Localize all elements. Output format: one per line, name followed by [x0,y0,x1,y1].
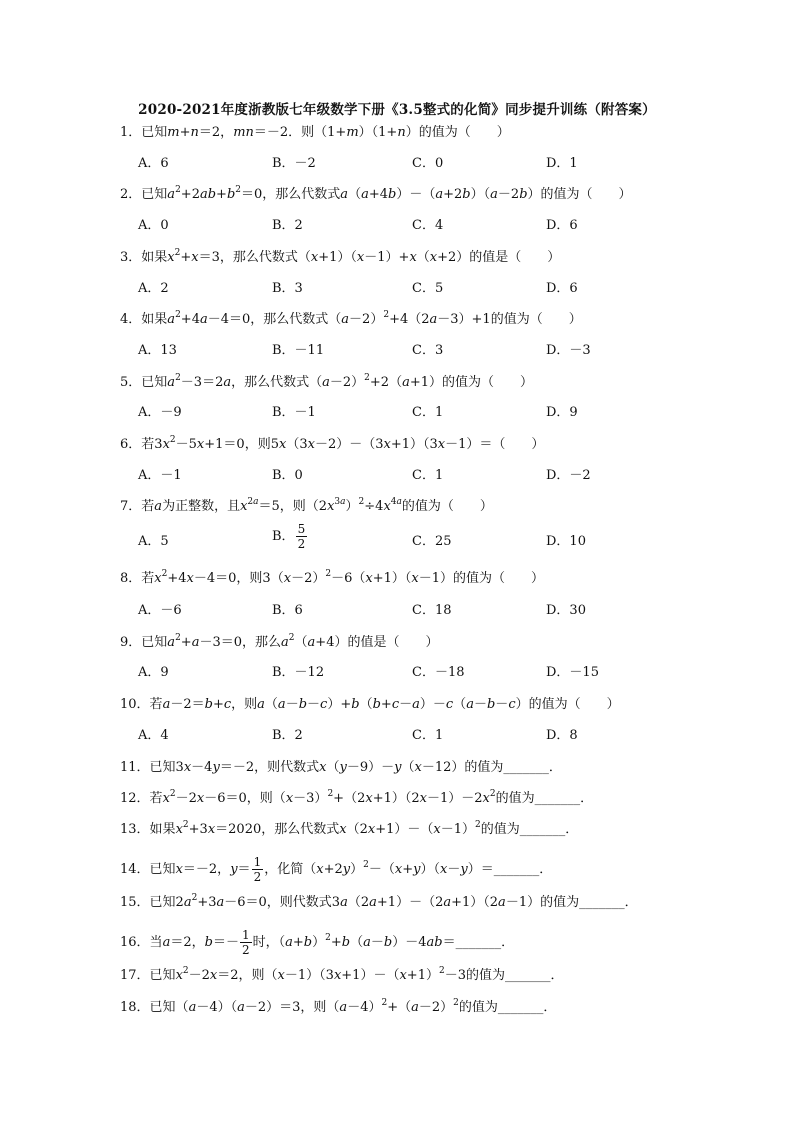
question-16: 16．当a＝2，b＝－ $\frac{1}{2}$ 时，$(a+b)^2+b(a-b)-4ab=\_\_\_\_\_\_\_$． [120,928,515,957]
option-b: B．－11 [272,343,325,358]
option-c: C．5 [412,281,444,296]
question-7-options [0,522,794,552]
option-a: A．9 [138,665,169,680]
question-9: 9．已知$a^2+a-3=0$，那么$a^2(a+4)$的值是（ ） [120,633,439,650]
option-a: A．4 [138,728,169,743]
option-d: D．8 [546,728,578,743]
question-3: 3．如果$x^2+x=3$，那么代数式（x+1）（x－1）+x（x+2）的值是（ ） [120,248,561,265]
option-a: A．2 [138,281,169,296]
question-1: 1．已知m+n＝2，mn＝－2．则（1+m）（1+n）的值为（ ） [120,125,510,140]
question-17: 17．已知$x^2-2x=2$，则$(x-1)(3x+1)-(x+1)^2-3$的值为_______． [120,966,564,983]
option-b: B．－2 [272,156,316,171]
option-c: C．4 [412,218,444,233]
option-d: D．－3 [546,343,591,358]
question-5: 5．已知$a^2-3=2a$，那么代数式$(a-2)^2+2(a+1)$的值为（ ） [120,373,534,390]
question-8: 8．若$x^2+4x-4=0$，则$3(x-2)^2-6(x+1)(x-1)$的值为（ ） [120,569,544,586]
question-10: 10．若a－2＝b+c，则a（a－b－c）+b（b+c－a）－c（a－b－c）的值为（ ） [120,697,620,712]
question-10-options [0,726,794,746]
fraction-one-half: $\frac{1}{2}$ [253,855,262,884]
option-a: A．6 [138,156,169,171]
option-d: D．30 [546,603,586,618]
question-14: 14．已知x＝－2，y＝ $\frac{1}{2}$ ，化简$(x+2y)^2-(x+y)(x-y)=\_\_\_\_\_\_\_$． [120,855,553,884]
option-b: B．－12 [272,665,325,680]
option-b: B．0 [272,468,303,483]
question-12: 12．若$x^2-2x-6=0$，则$(x-3)^2+(2x+1)(2x-1)-2x^2$的值为_______． [120,789,594,806]
option-c: C．0 [412,156,444,171]
question-6-options [0,466,794,486]
option-d: D．9 [546,405,578,420]
option-d: D．1 [546,156,578,171]
question-5-options [0,403,794,423]
fraction-five-halves: $\frac{5}{2}$ [297,522,306,551]
question-2-options [0,216,794,236]
question-11: 11．已知3x－4y＝－2，则代数式x（y－9）－y（x－12）的值为_______． [120,760,562,775]
option-b: B．6 [272,603,303,618]
option-a: A．13 [138,343,177,358]
option-d: D．6 [546,281,578,296]
page-title: 2020-2021年度浙教版七年级数学下册《3.5整式的化简》同步提升训练（附答案） [138,102,656,118]
option-d: D．10 [546,534,586,549]
option-b: B．2 [272,218,303,233]
option-a: A．0 [138,218,169,233]
option-a: A．5 [138,534,169,549]
question-4-options [0,341,794,361]
fraction-one-half: $\frac{1}{2}$ [241,928,250,957]
option-a: A．－1 [138,468,182,483]
option-a: A．－9 [138,405,182,420]
question-18: 18．已知（a－4）（a－2）＝3，则$(a-4)^2+(a-2)^2$的值为_______． [120,998,557,1015]
question-8-options [0,601,794,621]
option-a: A．－6 [138,603,182,618]
question-4: 4．如果$a^2+4a-4=0$，那么代数式$(a-2)^2+4(2a-3)+1$的值为（ ） [120,310,582,327]
option-c: C．25 [412,534,452,549]
option-b: B．3 [272,281,303,296]
option-c: C．3 [412,343,444,358]
question-15: 15．已知$2a^2+3a-6=0$，则代数式3a（2a+1）－（2a+1）（2a－1）的值为_______． [120,893,638,910]
question-13: 13．如果$x^2+3x=2020$，那么代数式$x(2x+1)-(x-1)^2$的值为_______． [120,820,579,837]
question-7: 7．若a为正整数，且$x^{2a}=5$，则$(2x^{3a})^2\div 4x^{4a}$的值为（ ） [120,497,493,514]
option-d: D．6 [546,218,578,233]
option-c: C．18 [412,603,452,618]
question-2: 2．已知$a^2+2ab+b^2=0$，那么代数式a（a+4b）－（a+2b）（a－2b）的值为（ ） [120,185,632,202]
question-1-options [0,154,794,174]
option-c: C．1 [412,728,444,743]
question-6: 6．若$3x^2-5x+1=0$，则5x（3x－2）－（3x+1）（3x－1）＝（ ） [120,435,545,452]
option-c: C．1 [412,405,444,420]
question-3-options [0,279,794,299]
question-9-options [0,663,794,683]
option-b: B．2 [272,728,303,743]
option-b: B．－1 [272,405,316,420]
option-d: D．－2 [546,468,591,483]
option-c: C．1 [412,468,444,483]
option-c: C．－18 [412,665,465,680]
option-d: D．－15 [546,665,599,680]
option-b: B． $\frac{5}{2}$ [272,522,306,551]
